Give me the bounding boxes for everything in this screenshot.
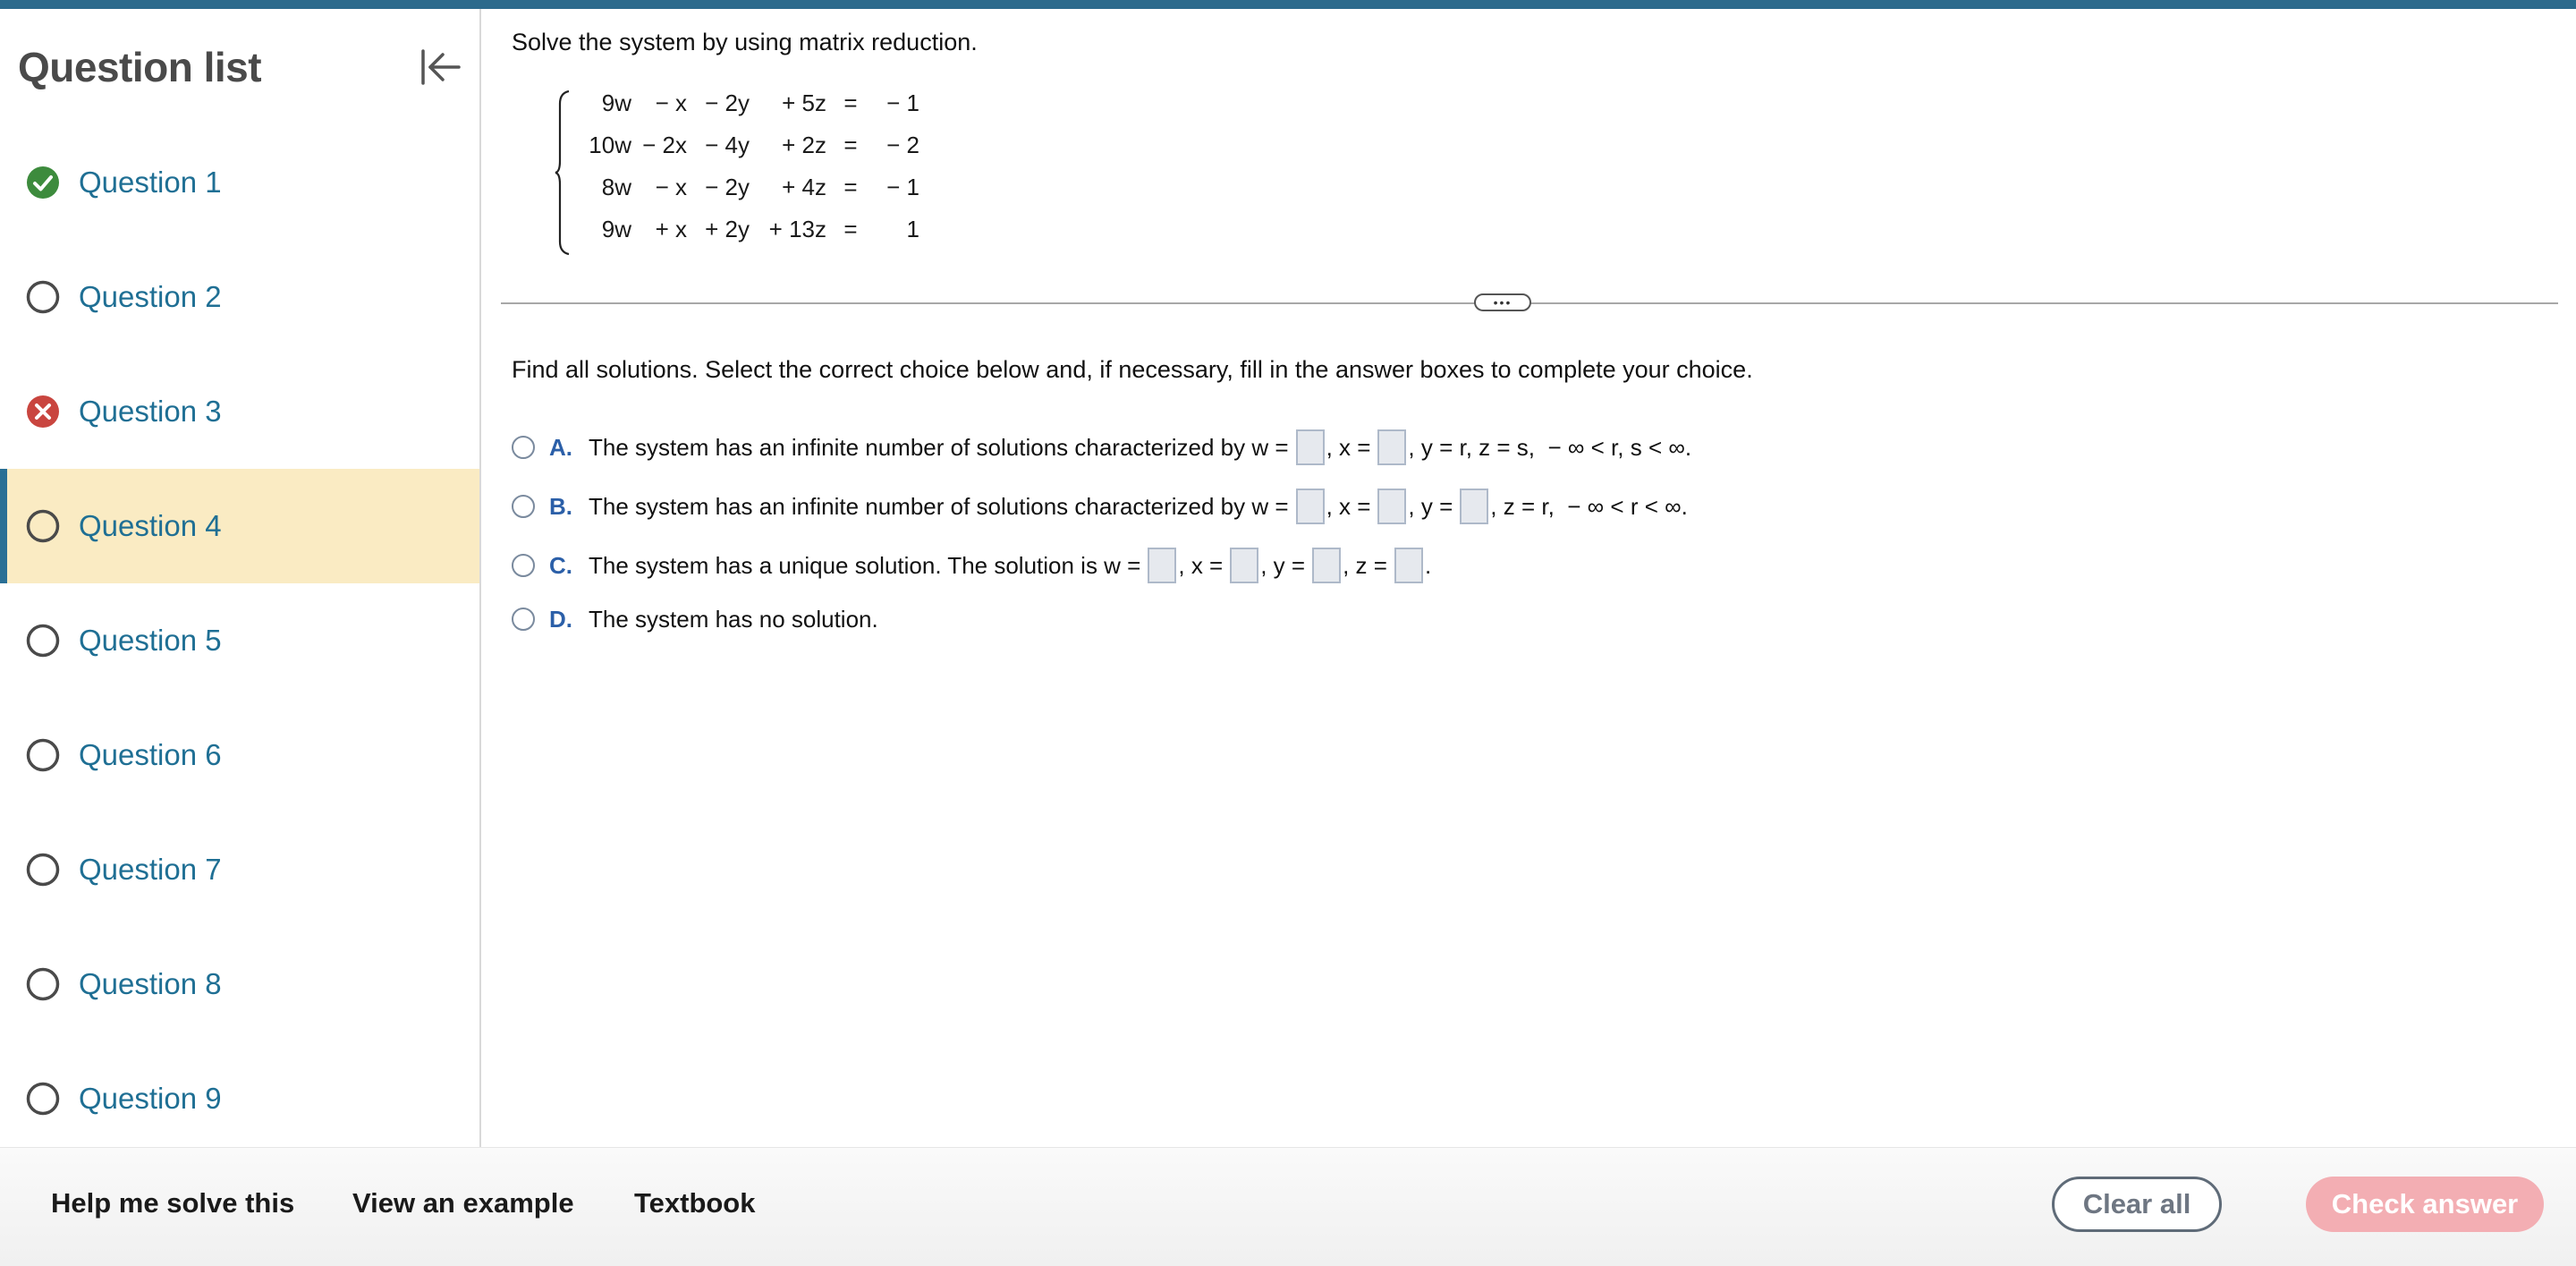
question-list-sidebar	[0, 9, 481, 1147]
choice-text: , z = r, − ∞ < r < ∞.	[1490, 492, 1688, 520]
question-label: Question 5	[79, 624, 222, 657]
divider-drag-handle[interactable]	[1474, 293, 1531, 311]
equation-term: + x	[655, 216, 687, 242]
equation-rhs: − 1	[886, 89, 919, 116]
equation-row	[574, 82, 925, 124]
empty-circle-icon	[25, 279, 61, 315]
choice-text: The system has a unique solution. The solution is w =	[589, 551, 1141, 579]
question-label: Question 3	[79, 395, 222, 428]
question-item-4[interactable]	[0, 469, 479, 583]
collapse-sidebar-button[interactable]	[417, 45, 463, 89]
equals-sign: =	[843, 216, 858, 242]
answer-box-w[interactable]	[1296, 489, 1325, 524]
equation-row	[574, 124, 925, 166]
choice-c-radio[interactable]	[512, 554, 535, 577]
equals-sign: =	[843, 174, 858, 200]
question-item-2[interactable]	[0, 240, 479, 354]
check-circle-icon	[25, 165, 61, 200]
question-item-3[interactable]	[0, 354, 479, 469]
choice-b[interactable]	[512, 489, 1688, 524]
empty-circle-icon	[25, 508, 61, 544]
choice-c[interactable]	[512, 548, 1431, 583]
question-item-1[interactable]	[0, 125, 479, 240]
answer-prompt: Find all solutions. Select the correct choice below and, if necessary, fill in the answer boxes to complete your choice.	[512, 356, 1753, 383]
question-label: Question 2	[79, 280, 222, 313]
equation-term: − 2y	[705, 174, 750, 200]
equation-row	[574, 166, 925, 208]
equation-term: 10w	[589, 132, 631, 158]
question-item-9[interactable]	[0, 1041, 479, 1156]
equation-term: + 2y	[705, 216, 750, 242]
empty-circle-icon	[25, 1081, 61, 1117]
equation-term: 9w	[601, 89, 631, 116]
question-label: Question 7	[79, 853, 222, 886]
equation-term: + 4z	[782, 174, 826, 200]
choice-text: , x =	[1178, 551, 1224, 579]
equals-sign: =	[843, 132, 858, 158]
choice-a-radio[interactable]	[512, 436, 535, 459]
question-item-8[interactable]	[0, 927, 479, 1041]
equation-row	[574, 208, 925, 251]
equals-sign: =	[843, 89, 858, 116]
choice-text: , x =	[1326, 492, 1371, 520]
choice-b-radio[interactable]	[512, 495, 535, 518]
question-item-5[interactable]	[0, 583, 479, 698]
choice-text: , y =	[1408, 492, 1453, 520]
question-instruction: Solve the system by using matrix reduction.	[512, 29, 978, 55]
answer-box-y[interactable]	[1460, 489, 1488, 524]
question-item-7[interactable]	[0, 812, 479, 927]
equation-term: − 2y	[705, 89, 750, 116]
question-label: Question 1	[79, 166, 222, 199]
clear-all-button[interactable]: Clear all	[2052, 1177, 2222, 1232]
choice-d-radio[interactable]	[512, 608, 535, 631]
equation-term: − x	[655, 89, 687, 116]
question-list	[0, 125, 479, 1156]
equation-rhs: − 2	[886, 132, 919, 158]
answer-box-w[interactable]	[1148, 548, 1176, 583]
equation-term: + 13z	[768, 216, 826, 242]
question-label: Question 4	[79, 509, 222, 542]
textbook-link[interactable]: Textbook	[634, 1187, 756, 1219]
choice-a[interactable]	[512, 429, 1691, 465]
sidebar-header	[0, 9, 479, 125]
equation-term: 8w	[601, 174, 631, 200]
equation-rhs: 1	[906, 216, 919, 242]
equation-term: − 2x	[642, 132, 687, 158]
empty-circle-icon	[25, 623, 61, 658]
choice-letter: C.	[549, 551, 572, 579]
question-item-6[interactable]	[0, 698, 479, 812]
answer-box-w[interactable]	[1296, 429, 1325, 465]
choice-text: , z =	[1343, 551, 1387, 579]
choice-letter: B.	[549, 492, 572, 520]
equation-system	[555, 82, 930, 261]
equation-term: + 2z	[782, 132, 826, 158]
empty-circle-icon	[25, 966, 61, 1002]
sidebar-title: Question list	[18, 44, 262, 90]
ellipsis-icon: •••	[1493, 295, 1513, 310]
equation-term: 9w	[601, 216, 631, 242]
answer-box-x[interactable]	[1377, 489, 1406, 524]
empty-circle-icon	[25, 737, 61, 773]
equation-rhs: − 1	[886, 174, 919, 200]
question-panel	[483, 9, 2576, 1147]
question-label: Question 9	[79, 1082, 222, 1115]
equation-term: − x	[655, 174, 687, 200]
choice-text: The system has an infinite number of solutions characterized by w =	[589, 433, 1289, 461]
choice-letter: D.	[549, 605, 572, 633]
equation-table	[574, 82, 925, 251]
choice-text: .	[1424, 551, 1432, 579]
equation-term: + 5z	[782, 89, 826, 116]
question-label: Question 6	[79, 738, 222, 771]
check-answer-button[interactable]: Check answer	[2306, 1177, 2544, 1232]
help-me-solve-link[interactable]: Help me solve this	[51, 1187, 295, 1219]
top-accent-bar	[0, 0, 2576, 9]
x-circle-icon	[25, 394, 61, 429]
choice-text: The system has an infinite number of solutions characterized by w =	[589, 492, 1289, 520]
answer-box-x[interactable]	[1230, 548, 1258, 583]
view-example-link[interactable]: View an example	[352, 1187, 574, 1219]
choice-text: , x =	[1326, 433, 1371, 461]
answer-box-z[interactable]	[1394, 548, 1423, 583]
choice-text: , y =	[1260, 551, 1306, 579]
choice-text: The system has no solution.	[589, 605, 878, 633]
question-label: Question 8	[79, 967, 222, 1000]
left-brace-icon	[555, 89, 572, 256]
footer-toolbar	[0, 1147, 2576, 1266]
empty-circle-icon	[25, 852, 61, 888]
choice-text: , y = r, z = s, − ∞ < r, s < ∞.	[1408, 433, 1692, 461]
answer-box-y[interactable]	[1312, 548, 1341, 583]
collapse-left-icon	[419, 47, 461, 87]
equation-term: − 4y	[705, 132, 750, 158]
choice-letter: A.	[549, 433, 572, 461]
choice-d[interactable]	[512, 601, 878, 637]
answer-box-x[interactable]	[1377, 429, 1406, 465]
